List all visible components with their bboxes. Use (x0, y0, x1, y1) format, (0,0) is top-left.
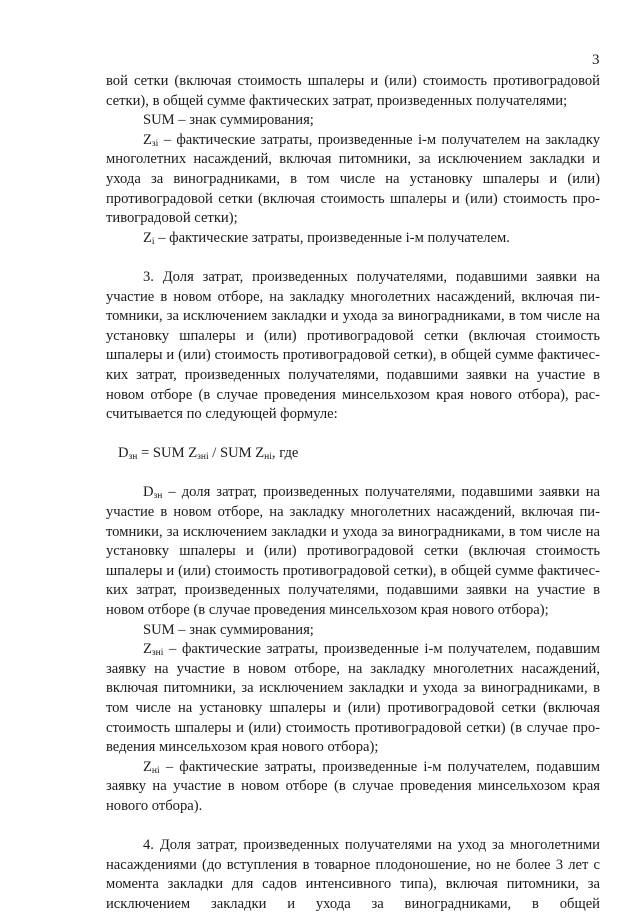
definition-z-ni (106, 758, 600, 817)
definition-sum-2: SUM – знак суммирования; (143, 621, 314, 638)
subscript-zni: знi (151, 648, 164, 659)
paragraph-continuation: вой сетки (включая стоимость шпалеры и (или) стоимость противоградовой сетки), в общей сумме фактических затрат, произведенных получателями; (106, 73, 600, 109)
definition-text: – фактические затраты, произведенные i-м получателем, подавшим заявку на участие в новом отборе (в случае проведения минсельхозом края нового отбора). (106, 758, 600, 814)
document-body (106, 72, 600, 915)
definition-sum: SUM – знак суммирования; (143, 112, 314, 129)
section-4-paragraph: 4. Доля затрат, произведенных получателями на уход за многолетними насаждениями (до вступления в товарное плодоношение, но не более 3 лет с момента закладки для садов интенсивного типа), включая питомники, за исключением закладки и ухода за виноградниками, в общей (106, 837, 600, 912)
subscript-zn: зн (153, 491, 163, 502)
formula-mid: / SUM Z (208, 445, 265, 462)
definition-z-zni (106, 640, 600, 758)
subscript-zni: знi (197, 452, 209, 463)
symbol-z: Z (143, 131, 152, 148)
subscript-i: i (151, 236, 155, 247)
formula-eq: = SUM Z (137, 445, 198, 462)
definition-d-zn (106, 483, 600, 620)
page-number: 3 (592, 52, 600, 68)
symbol-z: Z (143, 229, 152, 246)
definition-text: – фактические затраты, произведенные i-м получателем на закладку многолетних насаждений, включая питомники, за исключением закладки и ухода за виноградниками, в том числе на установку шпалеры и (или) противоградовой сетки (включая стоимость шпалеры и (или) стоимость противоградовой сетки); (106, 131, 600, 227)
symbol-z: Z (143, 758, 152, 775)
definition-z-zi (106, 131, 600, 229)
symbol-d: D (143, 484, 154, 501)
formula-line (106, 444, 600, 464)
section-3-paragraph: 3. Доля затрат, произведенных получателями, подавшими заявки на участие в новом отборе, на закладку многолетних насаждений, включая питомники, за исключением закладки и ухода за виноградниками, в том числе на установку шпалеры и (или) противоградовой сетки (включая стоимость шпалеры и (или) стоимость противоградовой сетки), в общей сумме фактических затрат, произведенных получателями, подавшими заявки на участие в новом отборе (в случае проведения минсельхозом края нового отбора), рассчитывается по следующей формуле: (106, 268, 600, 423)
definition-text: – доля затрат, произведенных получателями, подавшими заявки на участие в новом отборе, на закладку многолетних насаждений, включая питомники, за исключением закладки и ухода за виноградниками, в том числе на установку шпалеры и (или) противоградовой сетки (включая стоимость шпалеры и (или) стоимость противоградовой сетки), в общей сумме фактических затрат, произведенных получателями, подавшими заявки на участие в новом отборе (в случае проведения минсельхозом края нового отбора); (106, 484, 600, 619)
formula-tail: , где (271, 445, 299, 462)
definition-text: – фактические затраты, произведенные i-м получателем. (154, 229, 510, 246)
subscript-zn: зн (128, 452, 138, 463)
definition-z-i (106, 229, 600, 249)
subscript-ni: нi (264, 452, 272, 463)
symbol-z: Z (143, 641, 152, 658)
definition-text: – фактические затраты, произведенные i-м получателем, подавшим заявку на участие в новом отборе, на закладку многолетних насаждений, включая питомники, за исключением закладки и ухода за виноградниками, в том числе на установку шпалеры и (или) противоградовой сетки (включая стоимость шпалеры и (или) стоимость противоградовой сетки) (в случае проведения минсельхозом края нового отбора); (106, 641, 600, 756)
symbol-d: D (118, 445, 129, 462)
subscript-zi: зi (151, 138, 159, 149)
subscript-ni: нi (151, 765, 160, 776)
